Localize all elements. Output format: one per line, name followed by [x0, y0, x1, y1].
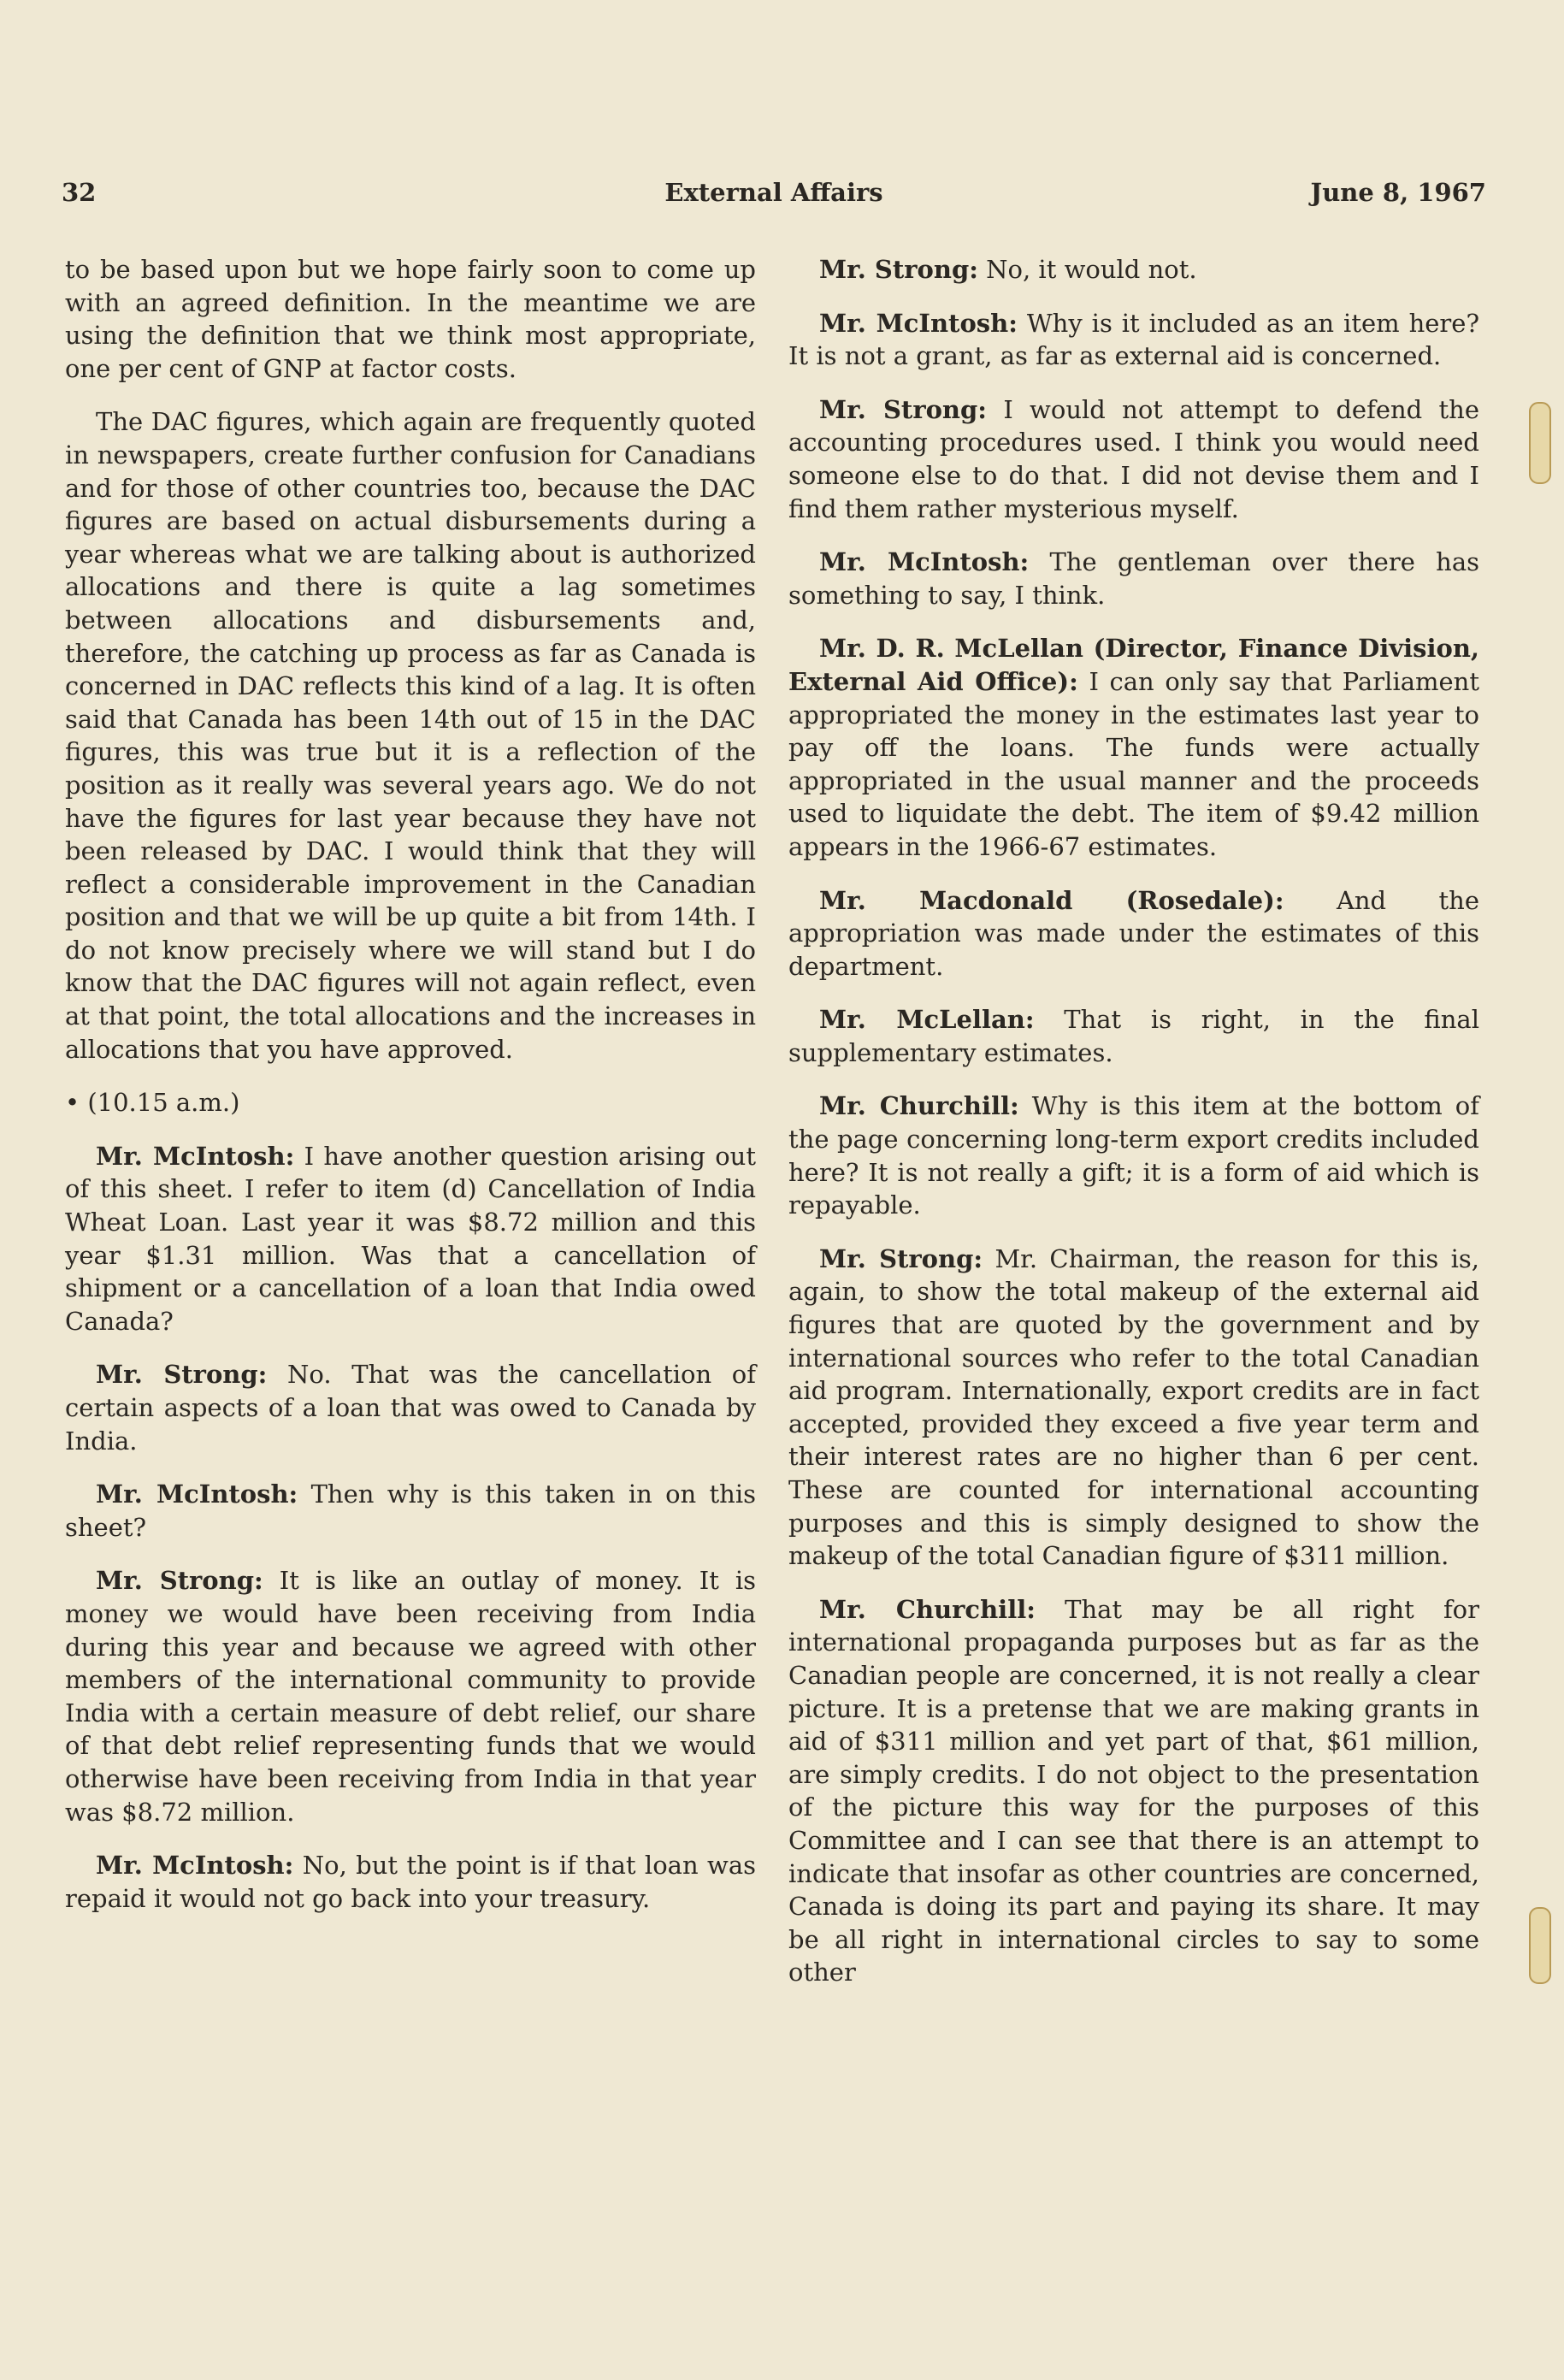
- paragraph: [788, 1243, 1479, 1573]
- page-header: [62, 178, 1486, 216]
- paragraph: [65, 253, 756, 385]
- paragraph: [788, 393, 1479, 525]
- paragraph: [788, 1090, 1479, 1221]
- paragraph-text: No, it would not.: [986, 255, 1197, 284]
- paragraph: [788, 546, 1479, 611]
- paragraph-text: It is like an outlay of money. It is money we would have been receiving from India during this year and because we agreed with other members of the international community to provide India with a certain measure of debt relief, our share of that debt relief representing funds that we would otherwise have been receiving from India in that year was $8.72 million.: [65, 1566, 757, 1827]
- paragraph: [65, 1478, 756, 1544]
- paragraph-text: I can only say that Parliament appropriated the money in the estimates last year to pay off the loans. The funds were actually appropriated in the usual manner and the proceeds used to liquidate the debt. The item of $9.42 million appears in the 1966-67 estimates.: [788, 666, 1480, 861]
- paragraph: [788, 1593, 1479, 1989]
- speaker-label: Mr. McIntosh:: [96, 1851, 294, 1881]
- paragraph-text: Why is it included as an item here? It is not a grant, as far as external aid is concerned.: [788, 308, 1479, 371]
- paragraph-text: The DAC figures, which again are frequently quoted in newspapers, create further confusion for Canadians and for those of other countries too, because the DAC figures are based on actual disbursements during a year whereas what we are talking about is authorized allocations and there is quite a lag sometimes between allocations and disbursements and, therefore, the catching up process as far as Canada is concerned in DAC reflects this kind of a lag. It is often said that Canada has been 14th out of 15 in the DAC figures, this was true but it is a reflection of the position as it really was several years ago. We do not have the figures for last year because they have not been released by DAC. I would think that they will reflect a considerable improvement in the Canadian position and that we will be up quite a bit from 14th. I do not know precisely where we will stand but I do know that the DAC figures will not again reflect, even at that point, the total allocations and the increases in allocations that you have approved.: [65, 407, 756, 1064]
- speaker-label: Mr. Strong:: [96, 1360, 268, 1390]
- paragraph: [788, 1003, 1479, 1069]
- paragraph: [788, 884, 1479, 983]
- paragraph-text: I would not attempt to defend the accounting procedures used. I think you would need someone else to do that. I did not devise them and I find them rather mysterious myself.: [788, 394, 1480, 523]
- paragraph: [788, 253, 1479, 286]
- paragraph-text: That is right, in the final supplementary estimates.: [788, 1005, 1479, 1067]
- paragraph-text: • (10.15 a.m.): [65, 1088, 240, 1118]
- issue-date: June 8, 1967: [1310, 178, 1486, 207]
- paragraph-text: Then why is this taken in on this sheet?: [65, 1479, 756, 1542]
- speaker-label: Mr. Macdonald (Rosedale):: [819, 885, 1284, 915]
- paragraph-text: No, but the point is if that loan was repaid it would not go back into your treasury.: [65, 1851, 756, 1913]
- paragraph: [65, 405, 756, 1066]
- time-marker: [65, 1086, 756, 1119]
- speaker-label: Mr. Strong:: [819, 394, 988, 424]
- speaker-label: Mr. McIntosh:: [819, 308, 1018, 338]
- paragraph-text: I have another question arising out of this sheet. I refer to item (d) Cancellation of India Wheat Loan. Last year it was $8.72 million and this year $1.31 million. Was that a cancellation of shipment or a cancellation of a loan that India owed Canada?: [65, 1141, 757, 1336]
- paragraph: [65, 1564, 756, 1828]
- speaker-label: Mr. Strong:: [819, 255, 978, 284]
- paragraph: [65, 1849, 756, 1915]
- journal-title: External Affairs: [664, 178, 883, 207]
- speaker-label: Mr. Churchill:: [819, 1594, 1036, 1624]
- paragraph-text: No. That was the cancellation of certain aspects of a loan that was owed to Canada by India.: [65, 1360, 757, 1456]
- paragraph-text: Why is this item at the bottom of the page concerning long-term export credits included here? It is not really a gift; it is a form of aid which is repayable.: [788, 1091, 1479, 1220]
- paragraph-text: to be based upon but we hope fairly soon to come up with an agreed definition. In the meantime we are using the definition that we think most appropriate, one per cent of GNP at factor costs.: [65, 255, 756, 383]
- paragraph: [788, 632, 1479, 863]
- speaker-label: Mr. Churchill:: [819, 1091, 1019, 1121]
- speaker-label: Mr. Strong:: [96, 1566, 263, 1596]
- paragraph: [65, 1140, 756, 1338]
- speaker-label: Mr. McIntosh:: [96, 1479, 298, 1509]
- paragraph: [788, 307, 1479, 373]
- page-number: 32: [62, 178, 97, 207]
- speaker-label: Mr. McIntosh:: [819, 547, 1030, 577]
- paragraph-text: That may be all right for international propaganda purposes but as far as the Canadian people are concerned, it is not really a clear picture. It is a pretense that we are making grants in aid of $311 million and yet part of that, $61 million, are simply credits. I do not object to the presentation of the picture this way for the purposes of this Committee and I can see that there is an attempt to indicate that insofar as other countries are concerned, Canada is doing its part and paying its share. It may be all right in international circles to say to some other: [788, 1594, 1480, 1987]
- speaker-label: Mr. D. R. McLellan (Director, Finance Division, External Aid Office):: [788, 634, 1479, 696]
- binding-mark: [1529, 1907, 1551, 1984]
- paragraph-text: And the appropriation was made under the estimates of this department.: [788, 885, 1479, 981]
- paragraph: [65, 1358, 756, 1457]
- paragraph-text: The gentleman over there has something to say, I think.: [788, 547, 1479, 610]
- speaker-label: Mr. Strong:: [819, 1243, 983, 1273]
- left-column: [65, 253, 756, 1935]
- right-column: [788, 253, 1479, 2010]
- paragraph-text: Mr. Chairman, the reason for this is, again, to show the total makeup of the external aid figures that are quoted by the government and by international sources who refer to the total Canadian aid program. Internationally, export credits are in fact accepted, provided they exceed a five year term and their interest rates are no higher than 6 per cent. These are counted for international accounting purposes and this is simply designed to show the makeup of the total Canadian figure of $311 million.: [788, 1243, 1480, 1571]
- binding-mark: [1529, 402, 1551, 484]
- speaker-label: Mr. McLellan:: [819, 1005, 1035, 1035]
- speaker-label: Mr. McIntosh:: [96, 1141, 295, 1171]
